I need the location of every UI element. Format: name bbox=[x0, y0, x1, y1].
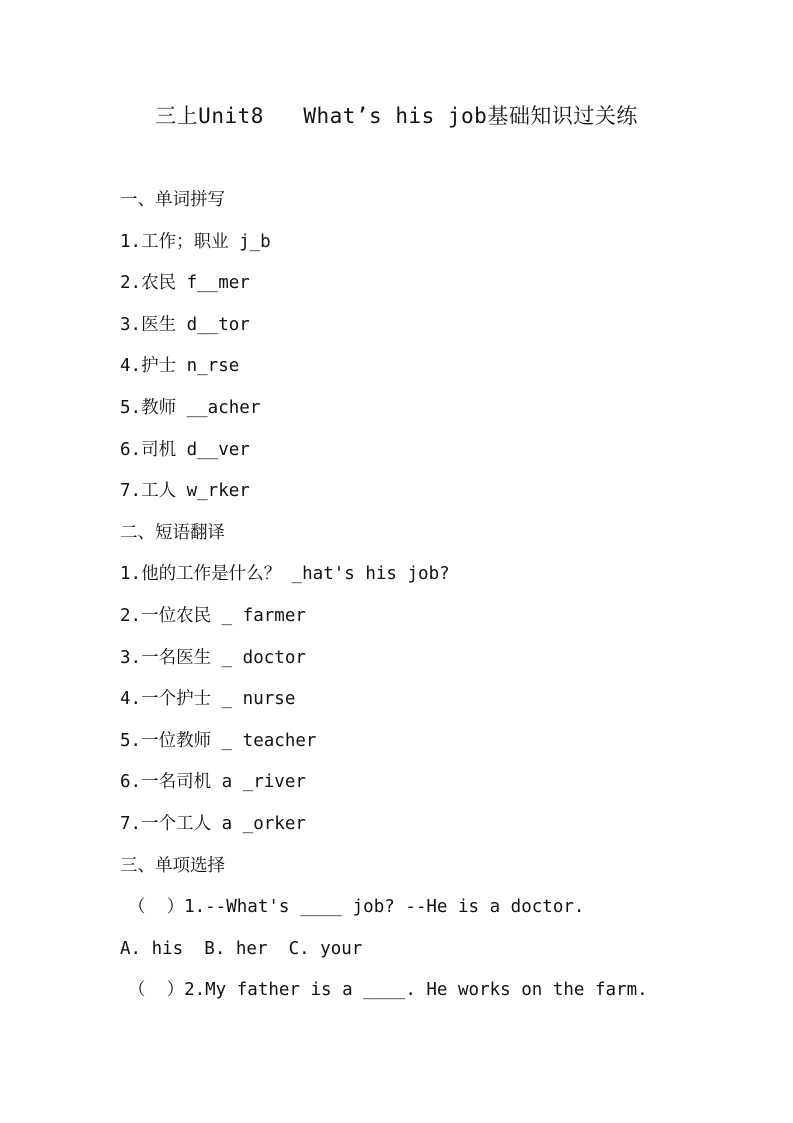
spelling-item-5: 5.教师 __acher bbox=[120, 397, 261, 418]
translation-item-6: 6.一名司机 a _river bbox=[120, 772, 306, 793]
translation-item-1: 1.他的工作是什么？ _hat's his job? bbox=[120, 564, 450, 585]
choice-question-2: （ ）2.My father is a ____. He works on the farm. bbox=[128, 980, 648, 1001]
translation-item-5: 5.一位教师 _ teacher bbox=[120, 730, 317, 751]
spelling-item-4: 4.护士 n_rse bbox=[120, 356, 240, 377]
choice-question-1: （ ）1.--What's ____ job? --He is a doctor. bbox=[128, 897, 585, 918]
translation-item-3: 3.一名医生 _ doctor bbox=[120, 647, 306, 668]
translation-item-4: 4.一个护士 _ nurse bbox=[120, 689, 296, 710]
spelling-item-3: 3.医生 d__tor bbox=[120, 314, 250, 335]
spelling-item-2: 2.农民 f__mer bbox=[120, 273, 250, 294]
translation-item-2: 2.一位农民 _ farmer bbox=[120, 605, 306, 626]
section-heading-translation: 二、短语翻译 bbox=[120, 522, 225, 543]
spelling-item-7: 7.工人 w_rker bbox=[120, 481, 250, 502]
spelling-item-1: 1.工作；职业 j_b bbox=[120, 231, 271, 252]
choice-question-1-options: A. his B. her C. your bbox=[120, 938, 363, 959]
spelling-item-6: 6.司机 d__ver bbox=[120, 439, 250, 460]
translation-item-7: 7.一个工人 a _orker bbox=[120, 813, 306, 834]
section-heading-choice: 三、单项选择 bbox=[120, 855, 225, 876]
worksheet-body bbox=[120, 183, 753, 1015]
section-heading-spelling: 一、单词拼写 bbox=[120, 190, 225, 210]
page-title: 三上Unit8 What’s his job基础知识过关练 bbox=[155, 104, 638, 128]
